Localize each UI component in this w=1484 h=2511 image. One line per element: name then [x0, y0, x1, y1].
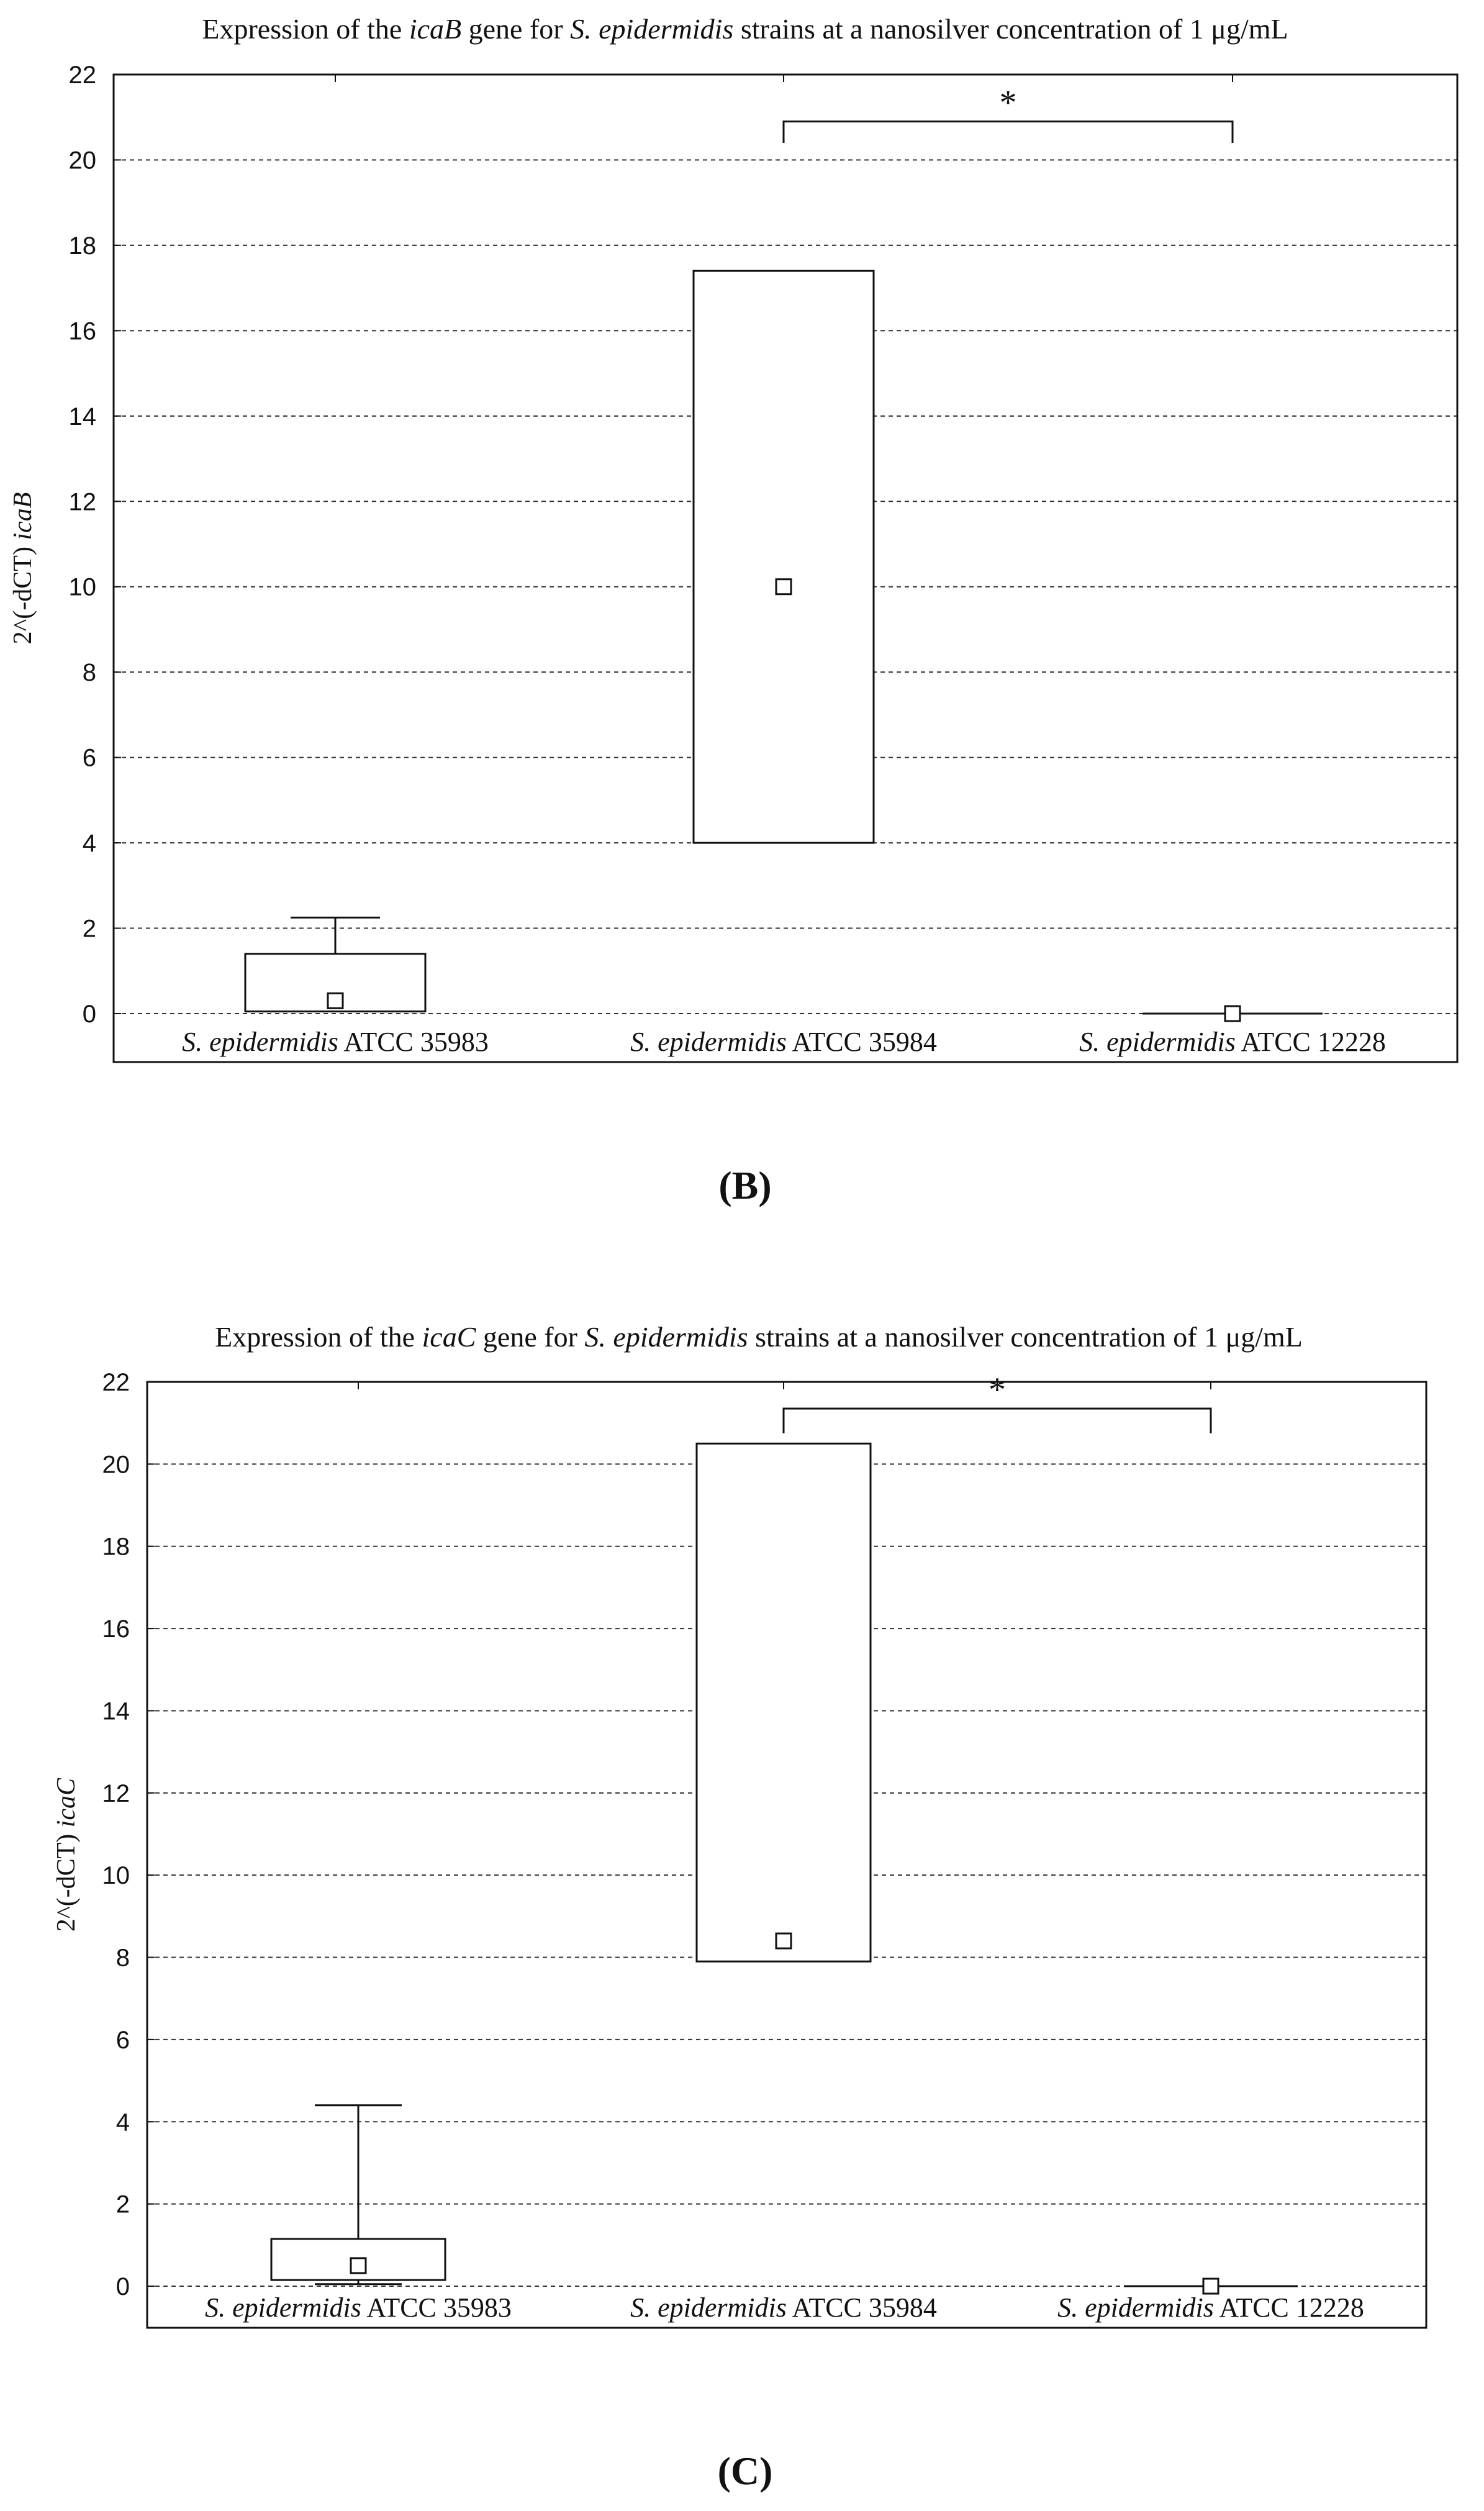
y-tick-label: 8: [82, 659, 96, 687]
y-tick-label: 16: [68, 317, 96, 345]
y-tick-label: 20: [68, 147, 96, 175]
y-tick-label: 0: [115, 2273, 130, 2300]
y-tick-label: 20: [102, 1451, 130, 1479]
y-axis-label: 2^(-dCT) icaC: [52, 1778, 81, 1932]
x-category-label: S. epidermidis ATCC 35983: [182, 1027, 489, 1057]
panel-label: (B): [718, 1163, 772, 1207]
median-marker: [1225, 1006, 1240, 1021]
panel-label: (C): [717, 2449, 773, 2493]
y-tick-labels: [69, 61, 97, 1028]
y-tick-label: 4: [115, 2109, 130, 2136]
y-tick-label: 6: [82, 744, 96, 772]
y-tick-label: 18: [68, 232, 96, 260]
bracket-line: [784, 122, 1233, 143]
y-tick-label: 14: [102, 1697, 130, 1725]
panel-b: [9, 13, 1457, 1207]
y-axis-label: 2^(-dCT) icaB: [9, 492, 37, 645]
y-tick-label: 10: [102, 1862, 130, 1890]
y-tick-label: 18: [102, 1533, 130, 1561]
y-tick-label: 8: [115, 1944, 130, 1972]
x-category-label: S. epidermidis ATCC 35984: [630, 2292, 937, 2323]
median-marker: [776, 1933, 791, 1948]
y-tick-label: 2: [82, 915, 96, 943]
y-tick-label: 12: [102, 1779, 130, 1807]
x-category-label: S. epidermidis ATCC 35984: [630, 1027, 937, 1057]
panel-c: [52, 1321, 1426, 2493]
y-tick-label: 22: [102, 1369, 130, 1396]
x-category-labels: [205, 2292, 1364, 2323]
y-tick-label: 10: [68, 573, 96, 601]
box-iqr: [694, 271, 874, 843]
bracket-line: [784, 1409, 1211, 1433]
box-plots: [245, 271, 1323, 1021]
chart-title: Expression of the icaB gene for S. epidermidis strains at a nanosilver concentration of 1 μg/mL: [202, 13, 1288, 45]
y-tick-label: 12: [68, 488, 96, 516]
x-category-label: S. epidermidis ATCC 12228: [1057, 2292, 1364, 2323]
significance-bracket: [784, 84, 1233, 143]
y-tick-label: 22: [68, 61, 96, 89]
x-category-labels: [182, 1027, 1386, 1057]
y-tick-label: 16: [102, 1615, 130, 1643]
x-category-label: S. epidermidis ATCC 12228: [1079, 1027, 1386, 1057]
median-marker: [776, 579, 791, 594]
significance-bracket: [784, 1371, 1211, 1433]
significance-star: *: [989, 1371, 1006, 1410]
y-tick-labels: [102, 1369, 130, 2300]
y-tick-label: 6: [115, 2026, 130, 2054]
chart-title: Expression of the icaC gene for S. epidermidis strains at a nanosilver concentration of 1 μg/mL: [215, 1321, 1303, 1353]
box-plots: [271, 1443, 1298, 2294]
significance-star: *: [999, 83, 1017, 122]
y-tick-label: 2: [115, 2191, 130, 2218]
y-tick-label: 14: [68, 402, 96, 430]
median-marker: [1203, 2279, 1218, 2294]
box-iqr: [697, 1443, 871, 1961]
y-tick-label: 0: [82, 1001, 96, 1028]
median-marker: [328, 993, 343, 1008]
median-marker: [351, 2258, 366, 2273]
y-tick-label: 4: [82, 830, 96, 858]
x-category-label: S. epidermidis ATCC 35983: [205, 2292, 512, 2323]
